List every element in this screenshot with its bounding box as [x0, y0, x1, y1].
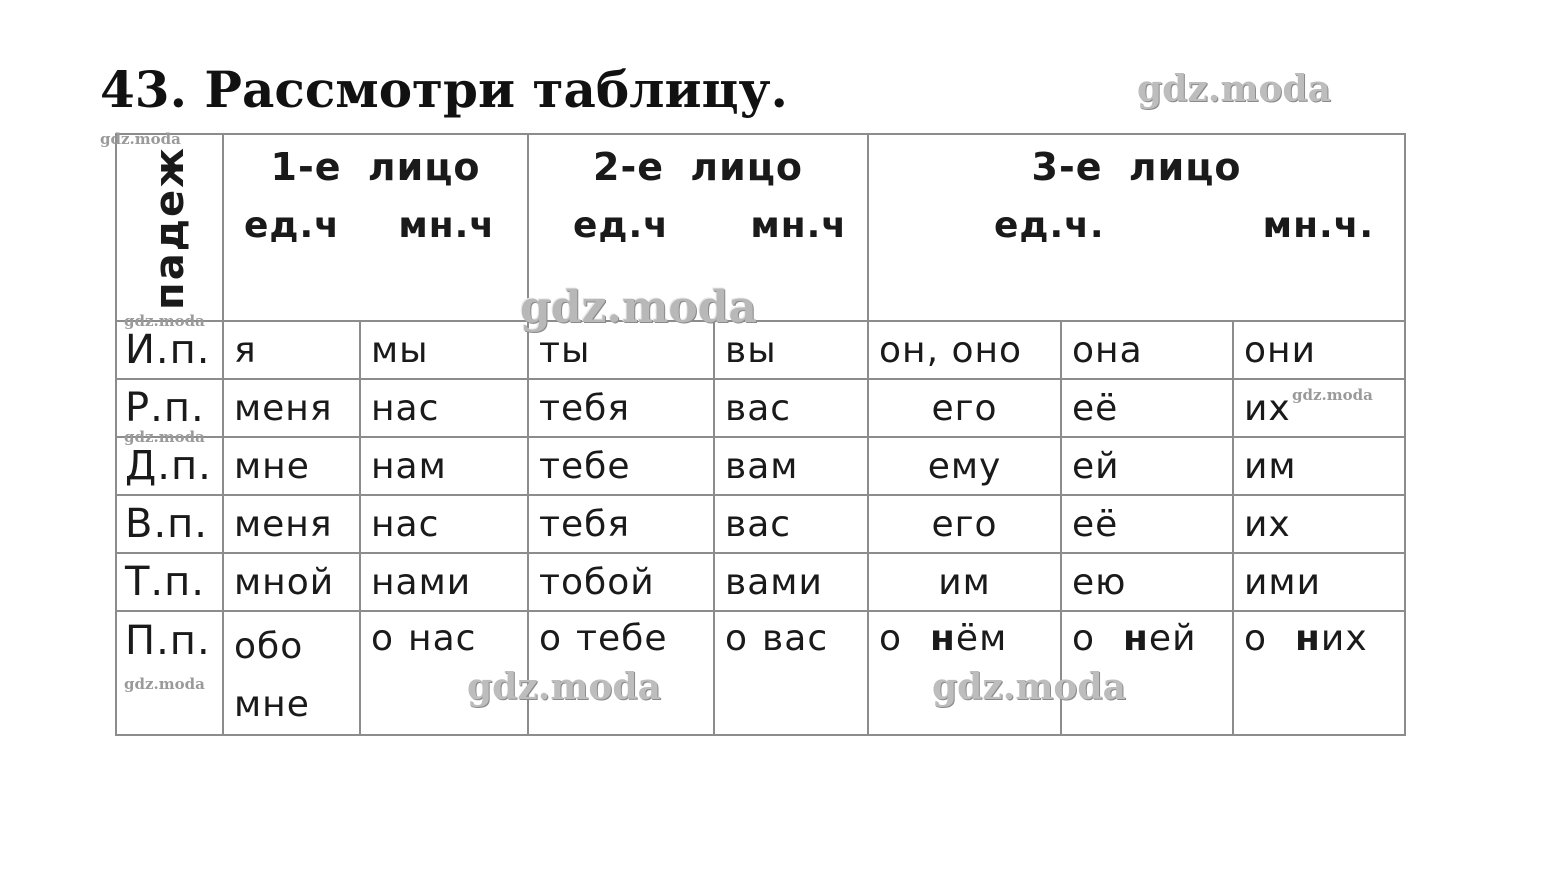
form-cell: о нём — [868, 611, 1061, 735]
form-cell: вас — [714, 379, 868, 437]
table-row-nominative — [116, 321, 1405, 379]
form-cell: нам — [360, 437, 528, 495]
form-cell: нами — [360, 553, 528, 611]
form-cell: мной — [223, 553, 360, 611]
form-cell: о вас — [714, 611, 868, 735]
form-cell: о ней — [1061, 611, 1233, 735]
watermark: gdz.moda — [1137, 68, 1331, 110]
watermark: gdz.moda — [124, 428, 205, 446]
form-cell: ты — [528, 321, 714, 379]
watermark: gdz.moda — [467, 666, 661, 708]
table-header-row — [116, 134, 1405, 321]
form-cell: меня — [223, 495, 360, 553]
plural-label: мн.ч. — [1262, 205, 1375, 246]
form-cell: ему — [868, 437, 1061, 495]
form-cell: ею — [1061, 553, 1233, 611]
watermark: gdz.moda — [520, 282, 758, 333]
form-cell: вами — [714, 553, 868, 611]
form-cell: нас — [360, 379, 528, 437]
form-cell: ей — [1061, 437, 1233, 495]
case-label: Д.п. — [116, 437, 223, 495]
highlighted-n: н — [1123, 618, 1149, 659]
case-label: И.п. — [116, 321, 223, 379]
singular-label: ед.ч — [573, 205, 669, 246]
watermark: gdz.moda — [100, 130, 181, 148]
watermark: gdz.moda — [124, 675, 205, 693]
form-cell: её — [1061, 379, 1233, 437]
form-cell: её — [1061, 495, 1233, 553]
case-label: Т.п. — [116, 553, 223, 611]
form-cell: мы — [360, 321, 528, 379]
form-cell: вы — [714, 321, 868, 379]
person-label: 3-е лицо — [1031, 145, 1242, 189]
form-cell: их — [1233, 495, 1405, 553]
exercise-title: 43. Рассмотри таблицу. — [100, 60, 788, 119]
number-labels — [549, 205, 847, 246]
watermark: gdz.moda — [932, 666, 1126, 708]
form-cell: ими — [1233, 553, 1405, 611]
table-row-dative — [116, 437, 1405, 495]
case-label: В.п. — [116, 495, 223, 553]
form-cell: им — [1233, 437, 1405, 495]
table-row-genitive — [116, 379, 1405, 437]
form-cell: она — [1061, 321, 1233, 379]
person-label: 2-е лицо — [593, 145, 803, 189]
form-cell: вам — [714, 437, 868, 495]
case-label: Р.п. — [116, 379, 223, 437]
form-cell: им — [868, 553, 1061, 611]
form-cell: тобой — [528, 553, 714, 611]
form-cell: я — [223, 321, 360, 379]
form-cell: его — [868, 495, 1061, 553]
number-labels — [889, 205, 1384, 246]
form-cell: о нас — [360, 611, 528, 735]
person-label: 1-е лицо — [270, 145, 481, 189]
form-cell: мне — [223, 437, 360, 495]
form-cell: о тебе — [528, 611, 714, 735]
case-label: П.п. — [116, 611, 223, 735]
plural-label: мн.ч — [398, 205, 496, 246]
form-cell: он, оно — [868, 321, 1061, 379]
form-cell: их — [1233, 379, 1405, 437]
watermark: gdz.moda — [1292, 386, 1373, 404]
table-row-instrumental — [116, 553, 1405, 611]
form-cell: обо мне — [223, 611, 360, 735]
table-row-prepositional — [116, 611, 1405, 735]
case-column-header: падеж — [116, 134, 223, 321]
form-cell: нас — [360, 495, 528, 553]
highlighted-n: н — [1295, 618, 1321, 659]
form-cell: они — [1233, 321, 1405, 379]
form-cell: о них — [1233, 611, 1405, 735]
plural-label: мн.ч — [750, 205, 848, 246]
form-cell: его — [868, 379, 1061, 437]
form-cell: вас — [714, 495, 868, 553]
form-cell: тебя — [528, 495, 714, 553]
pronoun-case-table — [115, 133, 1406, 736]
watermark: gdz.moda — [124, 312, 205, 330]
form-cell: тебя — [528, 379, 714, 437]
singular-label: ед.ч — [244, 205, 340, 246]
first-person-header — [223, 134, 528, 321]
highlighted-n: н — [930, 618, 956, 659]
singular-label: ед.ч. — [994, 205, 1105, 246]
form-cell: меня — [223, 379, 360, 437]
third-person-header — [868, 134, 1405, 321]
number-labels — [244, 205, 507, 246]
form-cell: тебе — [528, 437, 714, 495]
table-row-accusative — [116, 495, 1405, 553]
